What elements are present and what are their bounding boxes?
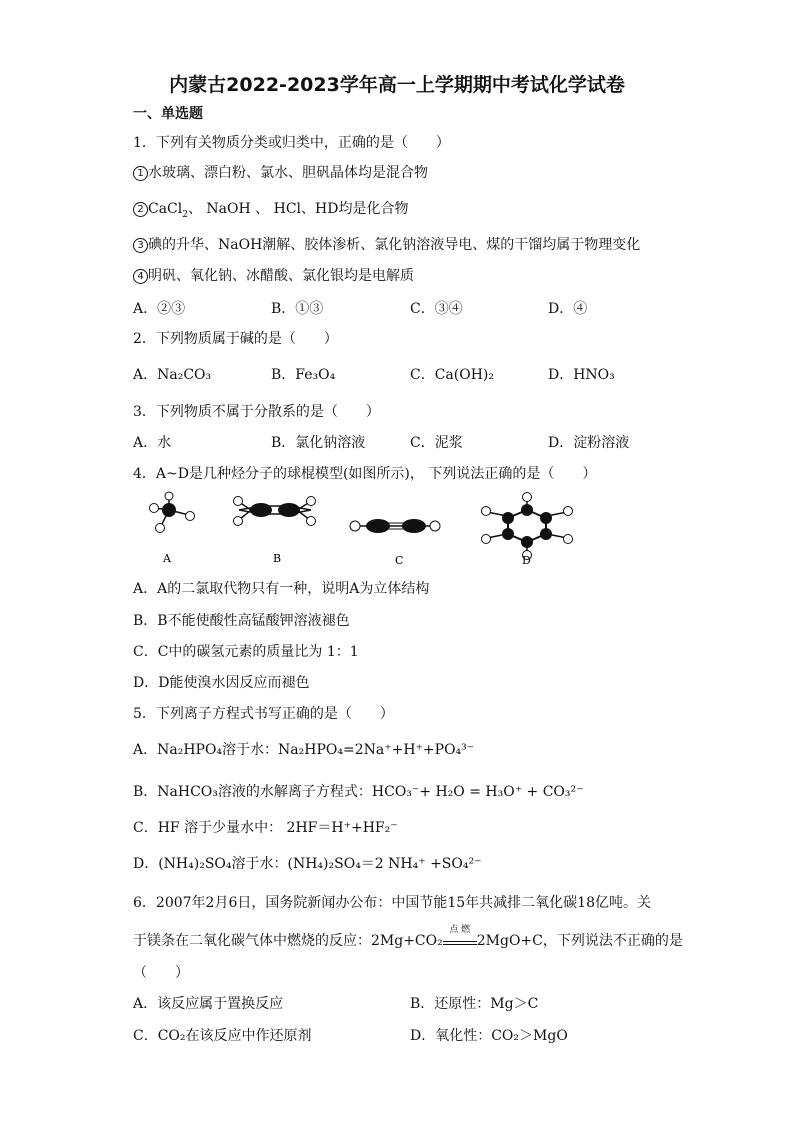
q2-option-a[interactable]: A．Na₂CO₃ bbox=[133, 367, 212, 383]
q2-option-d[interactable]: D．HNO₃ bbox=[548, 367, 615, 383]
q6-option-c[interactable]: C．CO₂在该反应中作还原剂 bbox=[133, 1028, 312, 1044]
circled-4: 4 bbox=[133, 269, 148, 284]
q3-option-d[interactable]: D．淀粉溶液 bbox=[548, 435, 630, 451]
q5-option-b[interactable]: B．NaHCO₃溶液的水解离子方程式：HCO₃⁻+ H₂O = H₃O⁺ + CO₃²⁻ bbox=[133, 784, 584, 800]
question-1-statement-3: 3 碘的升华、NaOH潮解、胶体渗析、氯化钠溶液导电、煤的干馏均属于物理变化 bbox=[133, 234, 640, 254]
q3-option-c[interactable]: C．泥浆 bbox=[410, 435, 463, 451]
q1-option-b[interactable]: B．①③ bbox=[271, 301, 324, 317]
section-heading: 一、单选题 bbox=[133, 106, 203, 122]
reaction-condition-arrow: 点 燃 bbox=[443, 935, 477, 945]
question-1-statement-2: 2 CaCl$_2$、 NaOH 、 HCl、HD均是化合物 bbox=[133, 198, 408, 220]
q4-option-b[interactable]: B．B不能使酸性高锰酸钾溶液褪色 bbox=[133, 613, 350, 629]
q1-option-a[interactable]: A．②③ bbox=[133, 301, 186, 317]
question-3-stem: 3．下列物质不属于分散系的是（ ） bbox=[133, 404, 380, 420]
q3-option-b[interactable]: B．氯化钠溶液 bbox=[271, 435, 366, 451]
q6-option-d[interactable]: D．氧化性：CO₂＞MgO bbox=[410, 1028, 568, 1044]
q5-option-c[interactable]: C．HF 溶于少量水中： 2HF＝H⁺+HF₂⁻ bbox=[133, 820, 398, 836]
question-5-stem: 5．下列离子方程式书写正确的是（ ） bbox=[133, 706, 394, 722]
question-2-stem: 2．下列物质属于碱的是（ ） bbox=[133, 331, 338, 347]
q6-option-a[interactable]: A．该反应属于置换反应 bbox=[133, 996, 284, 1012]
q1-option-c[interactable]: C．③④ bbox=[410, 301, 463, 317]
question-1-statement-1: 1 水玻璃、漂白粉、氯水、胆矾晶体均是混合物 bbox=[133, 162, 428, 182]
model-b-ethylene bbox=[234, 497, 316, 526]
model-d-benzene bbox=[482, 493, 573, 560]
q2-option-b[interactable]: B．Fe₃O₄ bbox=[271, 367, 336, 383]
model-label-b: B bbox=[273, 552, 282, 565]
q4-option-c[interactable]: C．C中的碳氢元素的质量比为 1：1 bbox=[133, 644, 359, 660]
model-label-d: D bbox=[522, 554, 531, 567]
question-1-statement-4: 4 明矾、氧化钠、冰醋酸、氯化银均是电解质 bbox=[133, 265, 414, 285]
circled-2: 2 bbox=[133, 202, 148, 217]
model-label-a: A bbox=[163, 552, 171, 565]
q3-option-a[interactable]: A．水 bbox=[133, 435, 172, 451]
ball-and-stick-models bbox=[133, 488, 593, 568]
q5-option-d[interactable]: D．(NH₄)₂SO₄溶于水：(NH₄)₂SO₄＝2 NH₄⁺ +SO₄²⁻ bbox=[133, 856, 482, 872]
question-4-stem: 4．A~D是几种烃分子的球棍模型(如图所示)， 下列说法正确的是（ ） bbox=[133, 466, 597, 482]
q2-option-c[interactable]: C．Ca(OH)₂ bbox=[410, 367, 494, 383]
q4-option-a[interactable]: A．A的二氯取代物只有一种，说明A为立体结构 bbox=[133, 581, 430, 597]
model-label-c: C bbox=[395, 554, 404, 567]
q4-option-d[interactable]: D．D能使溴水因反应而褪色 bbox=[133, 675, 310, 691]
q5-option-a[interactable]: A．Na₂HPO₄溶于水：Na₂HPO₄=2Na⁺+H⁺+PO₄³⁻ bbox=[133, 742, 475, 758]
q6-option-b[interactable]: B．还原性：Mg＞C bbox=[410, 996, 539, 1012]
page-title: 内蒙古2022-2023学年高一上学期期中考试化学试卷 bbox=[169, 74, 625, 96]
question-1-stem: 1．下列有关物质分类或归类中，正确的是（ ） bbox=[133, 135, 450, 151]
question-6-stem-line-1: 6．2007年2月6日，国务院新闻办公布：中国节能15年共减排二氧化碳18亿吨。关 bbox=[133, 895, 651, 911]
question-6-stem-line-3: （ ） bbox=[133, 965, 189, 981]
circled-1: 1 bbox=[133, 166, 148, 181]
model-c-acetylene bbox=[350, 519, 440, 533]
q1-option-d[interactable]: D．④ bbox=[548, 301, 588, 317]
model-a-methane bbox=[150, 492, 195, 533]
circled-3: 3 bbox=[133, 238, 148, 253]
question-6-stem-line-2: 于镁条在二氧化碳气体中燃烧的反应：2Mg+CO₂ 点 燃 2MgO+C，下列说法不正确的是 bbox=[133, 925, 683, 949]
